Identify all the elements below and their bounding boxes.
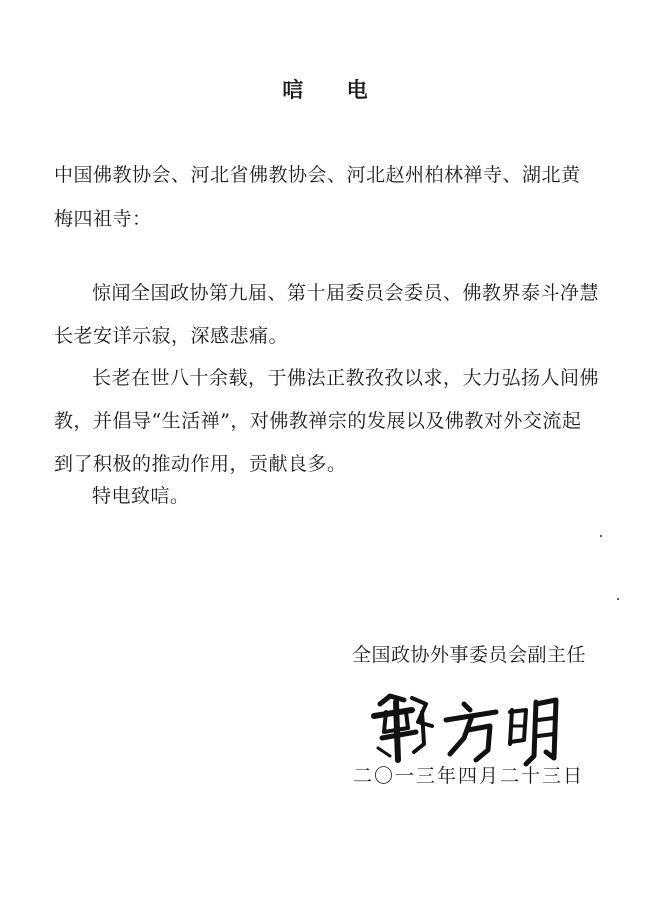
paragraph-3: 特电致唁。 — [92, 485, 190, 507]
scan-speck — [600, 535, 602, 537]
page-title: 唁 电 — [282, 78, 386, 102]
paragraph-1: 惊闻全国政协第九届、第十届委员会委员、佛教界泰斗净慧长老安详示寂，深感悲痛。 — [54, 282, 600, 347]
date: 二〇一三年四月二十三日 — [352, 765, 584, 787]
handwritten-signature — [360, 682, 580, 767]
paragraph-2: 长老在世八十余载，于佛法正教孜孜以求，大力弘扬人间佛教，并倡导“生活禅”，对佛教禅宗的发展以及佛教对外交流起到了积极的推动作用，贡献良多。 — [54, 367, 600, 475]
addressee: 中国佛教协会、河北省佛教协会、河北赵州柏林禅寺、湖北黄梅四祖寺： — [54, 164, 581, 230]
signer-title: 全国政协外事委员会副主任 — [351, 644, 586, 666]
scan-speck — [617, 598, 619, 600]
